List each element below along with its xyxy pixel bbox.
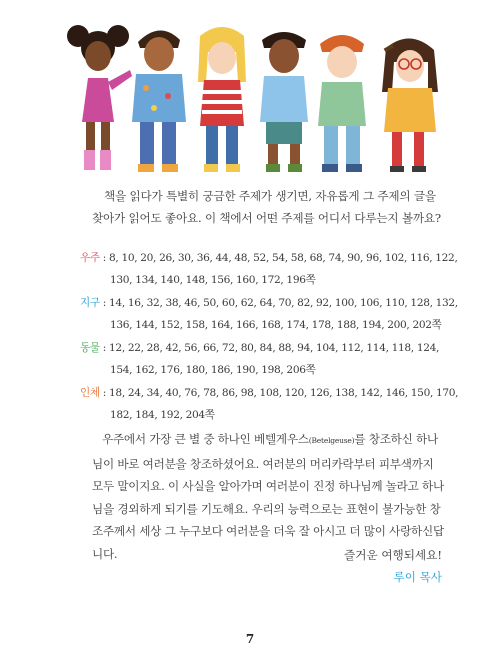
topic-index: [80, 247, 460, 427]
closing-text-2: 를 창조하신 하나님이 바로 여러분을 창조하셨어요. 여러분의 머리카락부터 피부색까지 모두 말이지요. 이 사실을 알아가며 여러분이 진정 하나님께 놀라고 하나님을 경외하게 되기를 기도해요. 우리의 능력으로는 표현이 불가능한 창조주께서 세상 그 누구보다 여러분을 더욱 잘 아시고 더 많이 사랑하신답니다.: [92, 432, 444, 561]
topic-pages: : 12, 22, 28, 42, 56, 66, 72, 80, 84, 88, 94, 104, 112, 114, 118, 124,: [99, 342, 440, 354]
topic-pages: : 8, 10, 20, 26, 30, 36, 44, 48, 52, 54, 58, 68, 74, 90, 96, 102, 116, 122,: [99, 252, 458, 264]
topic-animal: [80, 337, 460, 381]
author-name: 루이 목사: [393, 570, 442, 584]
topic-name: 동물: [80, 342, 100, 354]
signature: [344, 544, 442, 588]
topic-pages: : 18, 24, 34, 40, 76, 78, 86, 98, 108, 120, 126, 138, 142, 146, 150, 170,: [99, 387, 459, 399]
topic-pages: : 14, 16, 32, 38, 46, 50, 60, 62, 64, 70, 82, 92, 100, 106, 110, 128, 132,: [99, 297, 458, 309]
topic-pages-cont: 154, 162, 176, 180, 186, 190, 198, 206쪽: [110, 364, 316, 376]
page-number: 7: [245, 632, 255, 646]
kid-girl-pink: [67, 25, 132, 170]
topic-space: [80, 247, 460, 291]
closing-english-name: (Betelgeuse): [308, 436, 355, 445]
topic-pages-cont: 136, 144, 152, 158, 164, 166, 168, 174, 178, 188, 194, 200, 202쪽: [110, 319, 442, 331]
topic-name: 인체: [80, 387, 100, 399]
closing-text-1: 우주에서 가장 큰 별 중 하나인 베텔게우스: [102, 432, 309, 446]
kid-boy-redhair: [318, 35, 366, 172]
intro-paragraph: 책을 읽다가 특별히 궁금한 주제가 생기면, 자유롭게 그 주제의 글을 찾아가 읽어도 좋아요. 이 책에서 어떤 주제를 어디서 다루는지 볼까요?: [92, 189, 441, 225]
kid-boy-hoodie: [132, 30, 186, 172]
topic-earth: [80, 292, 460, 336]
topic-name: 지구: [80, 297, 100, 309]
kid-girl-glasses: [382, 38, 438, 172]
topic-pages-cont: 182, 184, 192, 204쪽: [110, 409, 215, 421]
topic-body: [80, 382, 460, 426]
children-illustration: [50, 22, 450, 182]
greeting: 즐거운 여행되세요!: [344, 548, 442, 562]
kid-girl-blonde: [198, 27, 246, 172]
topic-name: 우주: [80, 252, 100, 264]
topic-pages-cont: 130, 134, 140, 148, 156, 160, 172, 196쪽: [110, 274, 316, 286]
kid-boy-blue: [260, 32, 308, 172]
